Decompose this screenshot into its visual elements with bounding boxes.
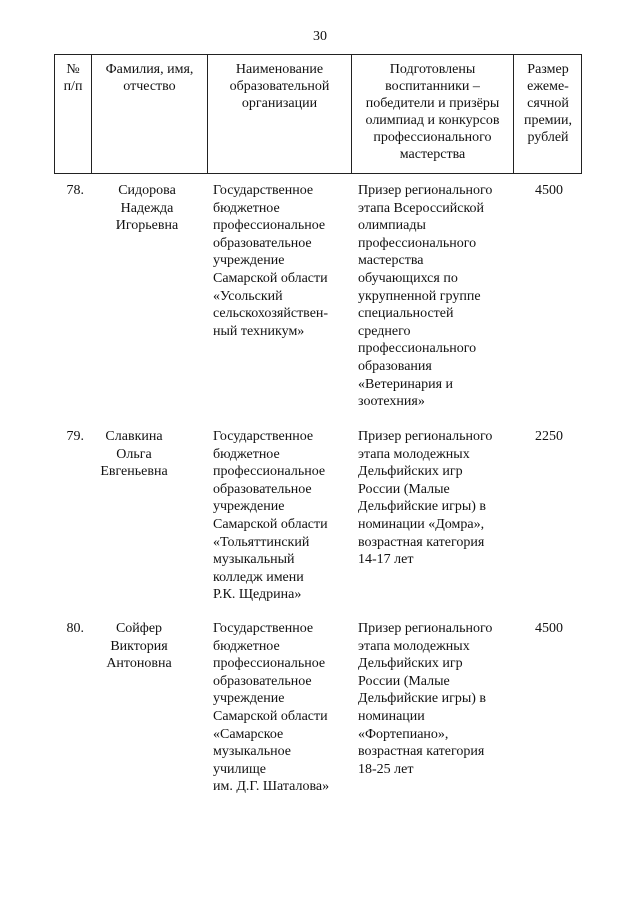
achievement-line: Призер регионального (358, 183, 493, 198)
header-line: п/п (63, 79, 83, 94)
organization-name (213, 182, 353, 340)
header-line: Наименование (235, 62, 324, 77)
name-line: Сойфер (115, 621, 163, 636)
org-line: профессиональное (213, 656, 326, 672)
org-line: учреждение (213, 253, 285, 269)
row-number: 80. (66, 621, 84, 636)
org-line: учреждение (213, 499, 285, 515)
header-line: мастерства (399, 147, 466, 162)
org-line: учреждение (213, 691, 285, 707)
achievement-line: «Фортепиано», (358, 726, 449, 742)
name-line: Игорьевна (115, 218, 179, 234)
achievement-line: профессионального (358, 341, 477, 357)
achievement-line: «Ветеринария и (358, 376, 454, 392)
org-line: профессиональное (213, 464, 326, 480)
header-line: Размер (527, 62, 569, 77)
org-line: Государственное (213, 621, 314, 636)
org-line: Самарской области (213, 270, 328, 286)
achievement-line: этапа молодежных (358, 638, 470, 654)
org-line: им. Д.Г. Шаталова» (213, 779, 330, 795)
achievement-line: среднего (358, 323, 411, 339)
name-line: Виктория (110, 638, 168, 654)
achievement-line: Дельфийских игр (358, 464, 463, 480)
org-line: музыкальное (213, 744, 291, 760)
achievement-line: специальностей (358, 306, 454, 322)
achievement-line: мастерства (358, 253, 424, 269)
name-line: Антоновна (106, 656, 172, 672)
achievement-line: этапа молодежных (358, 446, 470, 462)
header-name (92, 61, 207, 95)
achievement-line: Призер регионального (358, 621, 493, 636)
header-line: рублей (527, 130, 569, 145)
org-line: образовательное (213, 673, 312, 689)
achievement-line: образования (358, 358, 432, 374)
org-line: бюджетное (213, 200, 280, 216)
name-line: Славкина (105, 429, 163, 444)
header-org (208, 61, 351, 112)
header-amount (514, 61, 582, 146)
org-line: колледж имени (213, 569, 304, 585)
name-line: Сидорова (118, 183, 176, 198)
achievement-line: Дельфийские игры) в (358, 691, 486, 707)
org-line: сельскохозяйствен- (213, 306, 329, 322)
achievement-line: номинации «Домра», (358, 516, 485, 532)
org-line: Самарской области (213, 516, 328, 532)
achievement-text (358, 182, 518, 411)
org-line: бюджетное (213, 446, 280, 462)
org-line: «Самарское (213, 726, 284, 742)
header-line: победители и призёры (365, 96, 500, 111)
achievement-line: возрастная категория (358, 744, 485, 760)
org-line: музыкальный (213, 552, 295, 568)
person-name (75, 428, 193, 481)
table-header (54, 54, 582, 174)
achievement-text (358, 428, 518, 569)
person-name (80, 620, 198, 673)
achievement-line: обучающихся по (358, 270, 458, 286)
row-number: 78. (66, 183, 84, 198)
achievement-line: профессионального (358, 235, 477, 251)
header-line: профессионального (373, 130, 492, 145)
header-achievement (352, 61, 513, 163)
achievement-line: России (Малые (358, 481, 450, 497)
achievement-line: Дельфийские игры) в (358, 499, 486, 515)
achievement-line: этапа Всероссийской (358, 200, 485, 216)
achievement-line: зоотехния» (358, 394, 425, 410)
achievement-line: Дельфийских игр (358, 656, 463, 672)
name-line: Евгеньевна (100, 464, 168, 480)
achievement-line: Призер регионального (358, 429, 493, 444)
header-line: премии, (523, 113, 573, 128)
header-line: воспитанники – (385, 79, 480, 94)
row-number: 79. (66, 429, 84, 444)
org-line: ный техникум» (213, 323, 305, 339)
org-line: Государственное (213, 429, 314, 444)
header-line: организации (241, 96, 318, 111)
bonus-amount: 4500 (535, 183, 563, 198)
org-line: «Усольский (213, 288, 283, 304)
header-line: № (66, 62, 80, 77)
header-line: ежеме- (527, 79, 569, 94)
bonus-amount: 4500 (535, 621, 563, 636)
name-line: Надежда (120, 200, 174, 216)
name-line: Ольга (116, 446, 152, 462)
header-line: Подготовлены (389, 62, 476, 77)
org-line: Самарской области (213, 708, 328, 724)
org-line: Государственное (213, 183, 314, 198)
org-line: профессиональное (213, 218, 326, 234)
header-line: Фамилия, имя, (105, 62, 194, 77)
achievement-line: номинации (358, 708, 425, 724)
header-num (55, 61, 91, 95)
achievement-line: олимпиады (358, 218, 426, 234)
org-line: бюджетное (213, 638, 280, 654)
achievement-line: возрастная категория (358, 534, 485, 550)
achievement-line: 18-25 лет (358, 761, 414, 777)
org-line: образовательное (213, 235, 312, 251)
achievement-line: укрупненной группе (358, 288, 481, 304)
achievement-text (358, 620, 518, 778)
page-number: 30 (313, 29, 327, 44)
achievement-line: 14-17 лет (358, 552, 414, 568)
org-line: образовательное (213, 481, 312, 497)
organization-name (213, 620, 353, 796)
achievement-line: России (Малые (358, 673, 450, 689)
header-line: сячной (527, 96, 569, 111)
person-name (88, 182, 206, 235)
header-line: олимпиад и конкурсов (365, 113, 500, 128)
org-line: училище (213, 761, 267, 777)
header-line: образовательной (229, 79, 330, 94)
org-line: Р.К. Щедрина» (213, 587, 302, 603)
organization-name (213, 428, 353, 604)
org-line: «Тольяттинский (213, 534, 310, 550)
header-line: отчество (123, 79, 176, 94)
bonus-amount: 2250 (535, 429, 563, 444)
